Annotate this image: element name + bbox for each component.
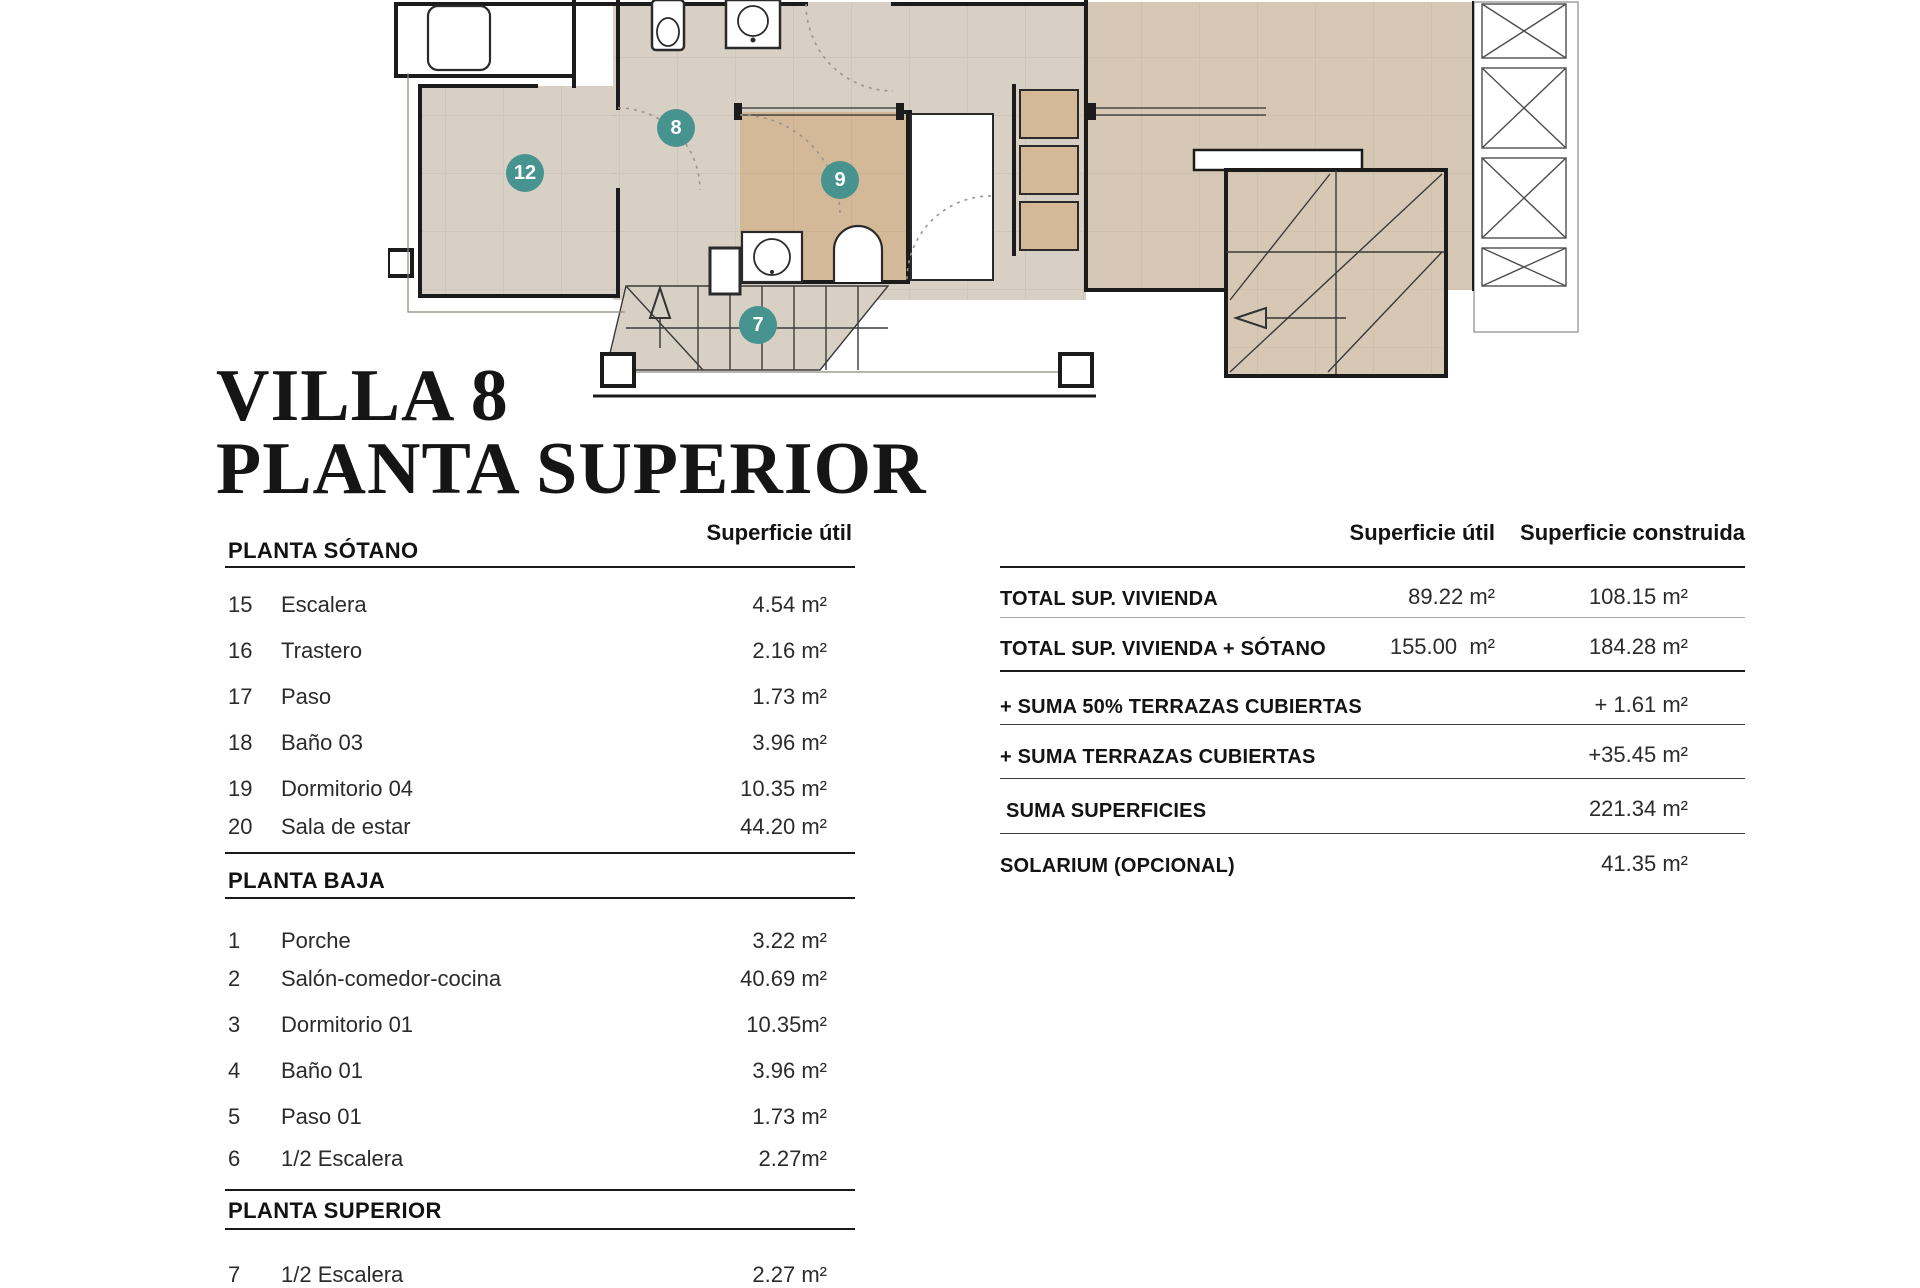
table-row (225, 1104, 855, 1130)
divider (225, 852, 855, 854)
summary-row-construida: 184.28 m² (1588, 634, 1688, 659)
section-header-planta-baja: PLANTA BAJA (228, 868, 386, 893)
row-number: 6 (228, 1146, 241, 1171)
row-label: Paso (281, 684, 332, 709)
row-value: 1.73 m² (752, 1104, 827, 1129)
table-row (225, 966, 855, 992)
summary-row (1000, 692, 1745, 718)
row-label: Paso 01 (281, 1104, 362, 1129)
table-row (225, 1012, 855, 1038)
row-number: 1 (228, 928, 241, 953)
table-row (225, 814, 855, 840)
table-row (225, 776, 855, 802)
summary-col-header-util: Superficie útil (1349, 520, 1495, 545)
row-number: 3 (228, 1012, 241, 1037)
summary-col-header-construida: Superficie construida (1520, 520, 1745, 545)
row-number: 18 (228, 730, 253, 755)
row-number: 17 (228, 684, 253, 709)
summary-row-util: 155.00 m² (1389, 634, 1495, 659)
row-value: 40.69 m² (740, 966, 827, 991)
divider (1000, 833, 1745, 834)
row-value: 2.27 m² (752, 1262, 827, 1287)
row-label: 1/2 Escalera (281, 1146, 404, 1171)
table-row (225, 928, 855, 954)
row-value: 10.35 m² (740, 776, 827, 801)
summary-row-construida: 108.15 m² (1588, 584, 1688, 609)
table-row (225, 1262, 855, 1288)
summary-row-construida: 41.35 m² (1601, 851, 1688, 876)
plan-pergola-panels (1474, 2, 1578, 332)
page-title-line2: PLANTA SUPERIOR (216, 428, 927, 510)
room-badge-8 (657, 109, 695, 147)
summary-row-label: TOTAL SUP. VIVIENDA (1000, 588, 1218, 610)
room-badge-9-number: 9 (834, 169, 846, 191)
table-row (225, 684, 855, 710)
summary-row-construida: + 1.61 m² (1594, 692, 1688, 717)
room-badge-7-number: 7 (752, 314, 764, 336)
room-badge-7 (739, 306, 777, 344)
row-value: 3.96 m² (752, 1058, 827, 1083)
row-value: 3.22 m² (752, 928, 827, 953)
divider (225, 897, 855, 899)
plan-closets (1020, 90, 1078, 250)
table-row (225, 1058, 855, 1084)
row-number: 7 (228, 1262, 241, 1287)
row-label: Porche (281, 928, 351, 953)
page-title-line1: VILLA 8 (216, 355, 509, 437)
room-badge-12 (506, 154, 544, 192)
divider (225, 1228, 855, 1230)
row-value: 10.35m² (746, 1012, 827, 1037)
row-label: Sala de estar (281, 814, 411, 839)
table-row (225, 1146, 855, 1172)
divider (1000, 778, 1745, 779)
table-row (225, 592, 855, 618)
row-number: 19 (228, 776, 253, 801)
row-value: 4.54 m² (752, 592, 827, 617)
section-header-planta-superior: PLANTA SUPERIOR (228, 1198, 442, 1223)
row-label: Trastero (281, 638, 363, 663)
summary-row-label: + SUMA 50% TERRAZAS CUBIERTAS (1000, 696, 1362, 718)
row-number: 15 (228, 592, 253, 617)
summary-row-construida: 221.34 m² (1588, 796, 1688, 821)
divider (1000, 617, 1745, 618)
row-number: 5 (228, 1104, 241, 1129)
row-label: Baño 01 (281, 1058, 363, 1083)
divider (1000, 670, 1745, 672)
summary-row-construida: +35.45 m² (1588, 742, 1688, 767)
summary-row (1000, 584, 1745, 610)
summary-row (1000, 851, 1745, 877)
divider (1000, 566, 1745, 568)
floor-plan-drawing (388, 0, 1583, 402)
summary-row-label: + SUMA TERRAZAS CUBIERTAS (1000, 746, 1316, 768)
divider (225, 1189, 855, 1191)
row-number: 4 (228, 1058, 241, 1083)
summary-row (1000, 742, 1745, 768)
summary-row-label: SOLARIUM (OPCIONAL) (1000, 855, 1235, 877)
row-label: Salón-comedor-cocina (281, 966, 502, 991)
summary-row-label: SUMA SUPERFICIES (1006, 800, 1207, 822)
summary-row (1000, 796, 1745, 822)
row-value: 1.73 m² (752, 684, 827, 709)
row-value: 44.20 m² (740, 814, 827, 839)
table-row (225, 730, 855, 756)
room-badge-9 (821, 161, 859, 199)
row-value: 2.27m² (758, 1146, 827, 1171)
room-badge-12-number: 12 (513, 162, 537, 184)
row-label: Baño 03 (281, 730, 363, 755)
row-label: Escalera (281, 592, 367, 617)
divider (225, 566, 855, 568)
divider (1000, 724, 1745, 725)
row-number: 2 (228, 966, 241, 991)
summary-row-label: TOTAL SUP. VIVIENDA + SÓTANO (1000, 638, 1326, 660)
row-label: Dormitorio 04 (281, 776, 414, 801)
row-label: Dormitorio 01 (281, 1012, 414, 1037)
left-table-col-header: Superficie útil (706, 520, 852, 545)
row-number: 20 (228, 814, 253, 839)
room-badge-8-number: 8 (670, 117, 682, 139)
row-value: 3.96 m² (752, 730, 827, 755)
plan-staircase-terrace (1194, 150, 1446, 376)
section-header-planta-sotano: PLANTA SÓTANO (228, 538, 419, 563)
row-label: 1/2 Escalera (281, 1262, 404, 1287)
row-number: 16 (228, 638, 253, 663)
table-row (225, 638, 855, 664)
summary-row (1000, 634, 1745, 660)
row-value: 2.16 m² (752, 638, 827, 663)
summary-row-util: 89.22 m² (1408, 584, 1495, 609)
